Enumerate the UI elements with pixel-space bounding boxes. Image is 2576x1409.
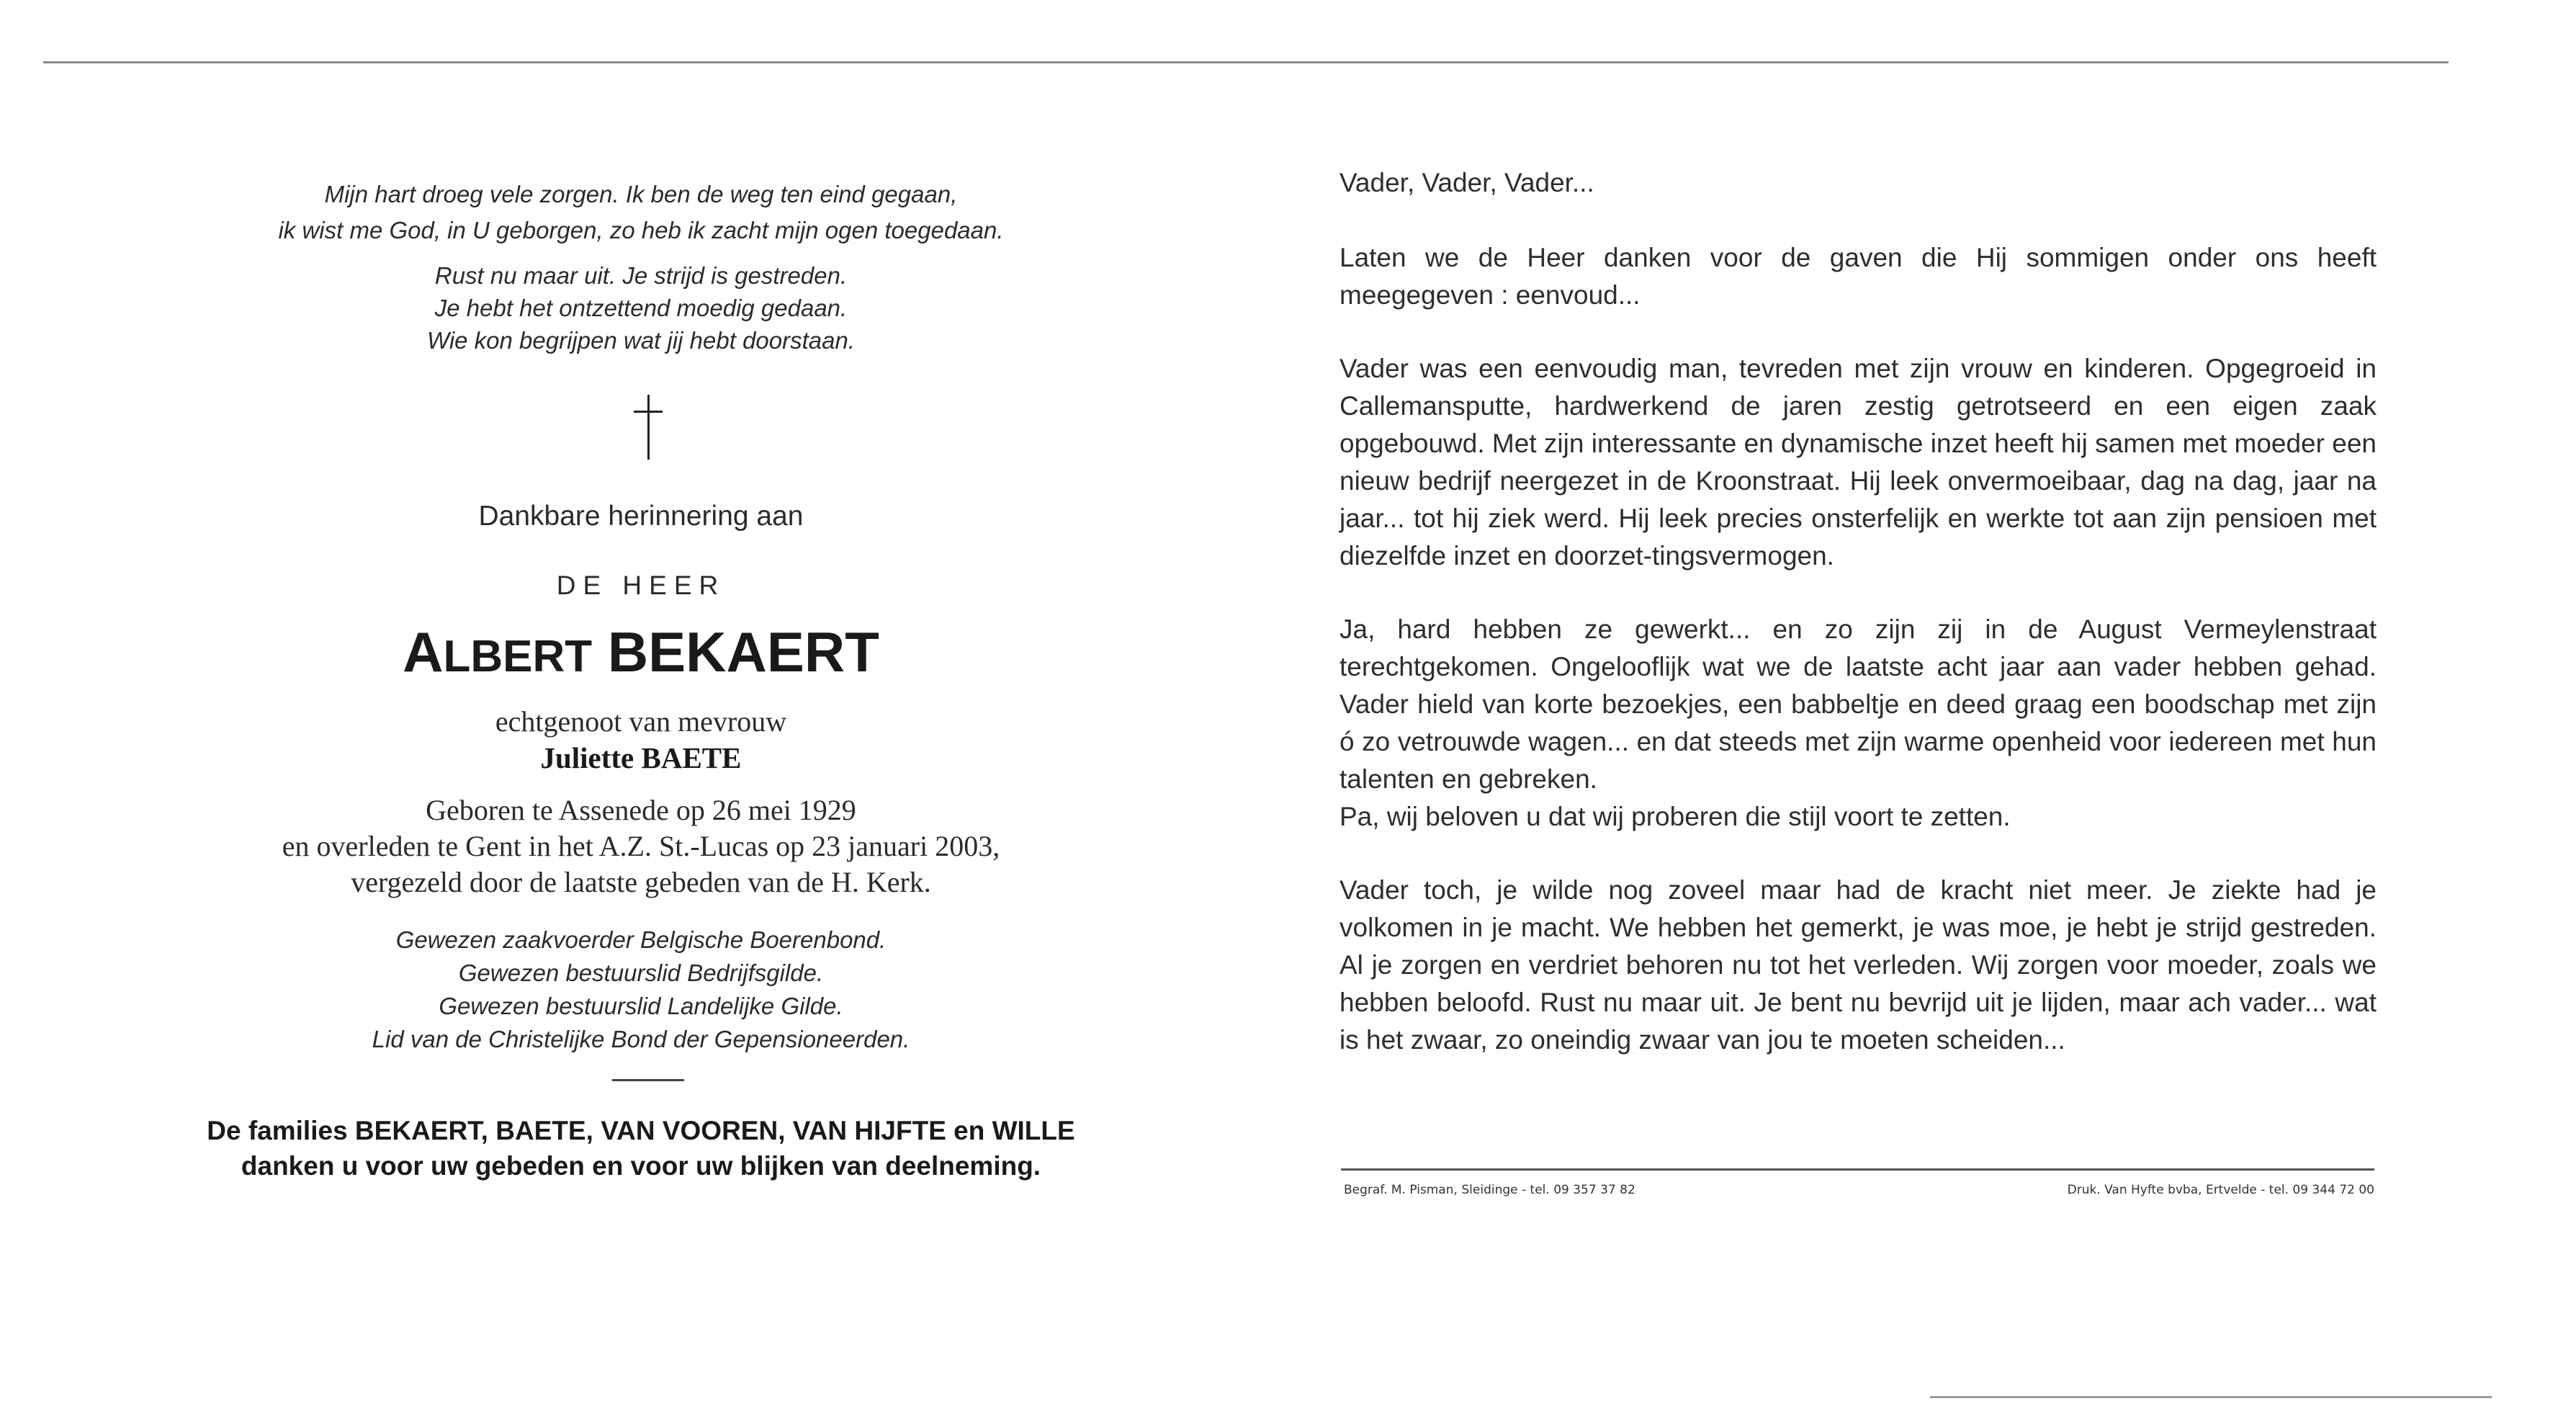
paragraph: Vader was een eenvoudig man, tevreden met zijn vrouw en kinderen. Opgegroeid in Callemansputte, hardwerkend de jaren zestig getrotseerd en een eigen zaak opgebouwd. Met zijn interessante en dynamische inzet heeft hij samen met moeder een nieuw bedrijf neergezet in de Kroonstraat. Hij leek onvermoeibaar, dag na dag, jaar na jaar... tot hij ziek werd. Hij leek precies onsterfelijk en werkte tot aan zijn pensioen met diezelfde inzet en doorzet-tingsvermogen. xyxy=(1339,354,2377,571)
honorific: DE HEER xyxy=(556,571,726,600)
deceased-name xyxy=(173,619,1109,685)
function-line: Gewezen bestuurslid Bedrijfsgilde. xyxy=(458,960,824,986)
spouse-name: Juliette BAETE xyxy=(540,741,742,774)
families-line: De families BEKAERT, BAETE, VAN VOOREN, VAN HIJFTE en WILLE xyxy=(207,1116,1075,1145)
poem-line: Mijn hart droeg vele zorgen. Ik ben de weg ten eind gegaan, xyxy=(324,181,958,207)
former-functions xyxy=(173,923,1109,1056)
poem-line: Rust nu maar uit. Je strijd is gestreden. xyxy=(434,262,848,289)
birth-death-details xyxy=(173,792,1109,900)
detail-line: en overleden te Gent in het A.Z. St.-Lucas op 23 januari 2003, xyxy=(282,830,1000,862)
poem-line: Wie kon begrijpen wat jij hebt doorstaan. xyxy=(426,327,856,354)
spouse-label: echtgenoot van mevrouw xyxy=(495,705,787,738)
footer-rule xyxy=(1341,1168,2374,1171)
function-line: Gewezen bestuurslid Landelijke Gilde. xyxy=(439,993,843,1019)
poem-line: Je hebt het ontzettend moedig gedaan. xyxy=(434,295,848,321)
detail-line: Geboren te Assenede op 26 mei 1929 xyxy=(426,794,856,826)
second-poem xyxy=(173,259,1109,357)
funeral-director-credit: Begraf. M. Pisman, Sleidinge - tel. 09 357 37 82 xyxy=(1344,1183,1635,1197)
families-thanks xyxy=(173,1113,1109,1184)
opening-poem xyxy=(173,176,1109,249)
poem-line: ik wist me God, in U geborgen, zo heb ik zacht mijn ogen toegedaan. xyxy=(278,217,1004,243)
left-panel xyxy=(173,0,1109,1409)
families-line: danken u voor uw gebeden en voor uw blijken van deelneming. xyxy=(241,1151,1041,1181)
function-line: Lid van de Christelijke Bond der Gepensioneerden. xyxy=(372,1026,910,1052)
name-last: BEKAERT xyxy=(607,620,879,684)
paragraph: Vader, Vader, Vader... xyxy=(1339,168,1594,197)
function-line: Gewezen zaakvoerder Belgische Boerenbond. xyxy=(395,926,887,953)
paragraph: Ja, hard hebben ze gewerkt... en zo zijn zij in de August Vermeylenstraat terechtgekomen. Ongelooflijk wat we de laatste acht jaar aan vader hebben gehad. Vader hield van korte bezoekjes, een babbeltje en deed graag een boodschap met zijn ó zo vetrouwde wagen... en dat steeds met zijn warme openheid voor iedereen met hun talenten en gebreken. xyxy=(1339,614,2377,794)
printer-credit: Druk. Van Hyfte bvba, Ertvelde - tel. 09 344 72 00 xyxy=(2067,1183,2374,1197)
name-initial: A xyxy=(403,620,444,684)
detail-line: vergezeld door de laatste gebeden van de H. Kerk. xyxy=(351,866,931,898)
divider xyxy=(612,1079,684,1081)
name-first-rest: LBERT xyxy=(443,632,593,681)
right-panel xyxy=(1339,164,2377,1095)
dedication: Dankbare herinnering aan xyxy=(478,501,804,532)
paragraph: Laten we de Heer danken voor de gaven die Hij sommigen onder ons heeft meegegeven : eenvoud... xyxy=(1339,243,2377,310)
paragraph: Pa, wij beloven u dat wij proberen die stijl voort te zetten. xyxy=(1339,802,2011,831)
bottom-edge-rule xyxy=(1930,1396,2492,1398)
paragraph: Vader toch, je wilde nog zoveel maar had de kracht niet meer. Je ziekte had je volkomen in je macht. We hebben het gemerkt, je was moe, je hebt je strijd gestreden. Al je zorgen en verdriet behoren nu tot het verleden. Wij zorgen voor moeder, zoals we hebben beloofd. Rust nu maar uit. Je bent nu bevrijd uit je lijden, maar ach vader... wat is het zwaar, zo oneindig zwaar van jou te moeten scheiden... xyxy=(1339,875,2377,1055)
cross-icon xyxy=(634,395,663,460)
